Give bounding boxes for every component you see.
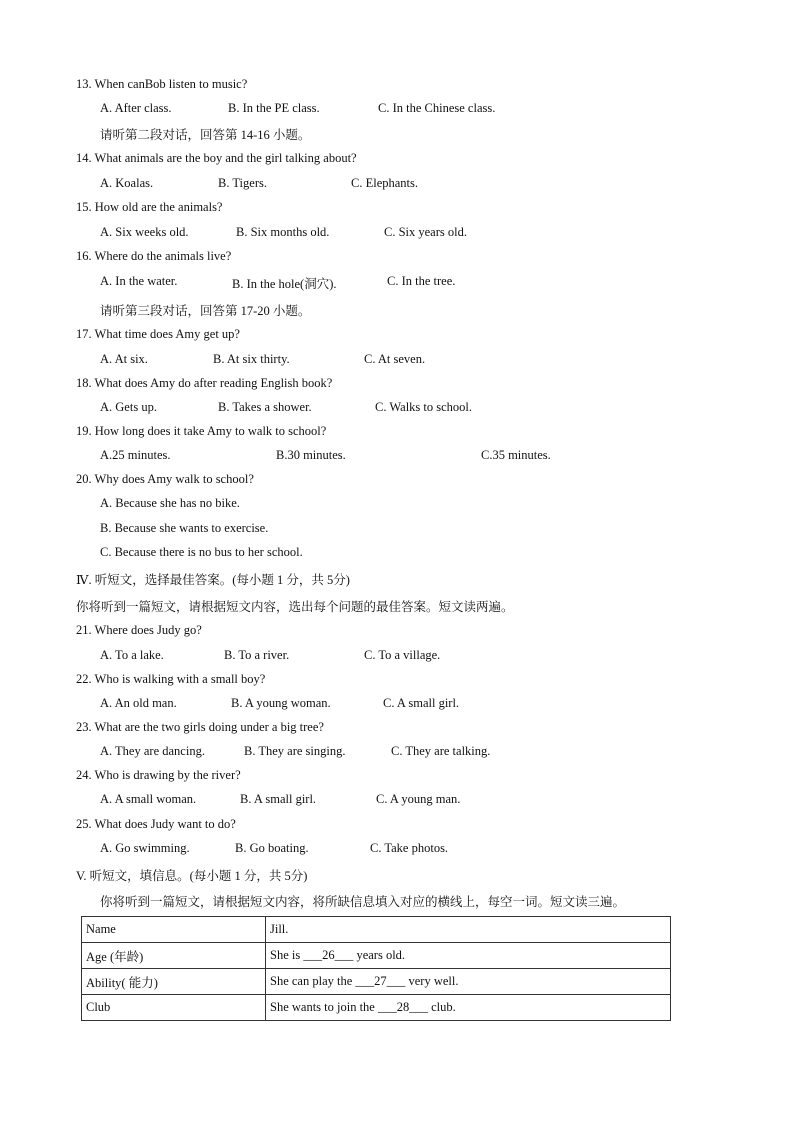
option-a: A. An old man. [100,696,177,710]
option-b: B. Because she wants to exercise. [100,521,269,535]
question-24: 24. Who is drawing by the river? [76,768,241,782]
table-value: She is ___26___ years old. [266,943,671,969]
options-15 [100,225,720,241]
question-16: 16. Where do the animals live? [76,249,232,263]
option-b: B.30 minutes. [276,448,346,462]
option-a: A.25 minutes. [100,448,171,462]
option-c: C. Elephants. [351,176,419,190]
info-table [81,916,671,1021]
option-c: C. In the Chinese class. [378,101,496,115]
option-a: A. Because she has no bike. [100,496,240,510]
option-c: C. Walks to school. [375,400,473,414]
section-4-title: Ⅳ. 听短文，选择最佳答案。(每小题 1 分，共 5分) [76,573,350,587]
option-a: A. Koalas. [100,176,154,190]
options-17 [100,352,720,368]
table-row [82,943,671,969]
options-16 [100,274,720,290]
option-c: C.35 minutes. [481,448,551,462]
options-13 [100,101,720,117]
option-a: A. A small woman. [100,792,197,806]
option-c: C. To a village. [364,648,441,662]
option-b: B. They are singing. [244,744,346,758]
option-b: B. To a river. [224,648,290,662]
question-13: 13. When canBob listen to music? [76,77,248,91]
option-b: B. In the PE class. [228,101,320,115]
option-c: C. Six years old. [384,225,467,239]
option-a: A. To a lake. [100,648,164,662]
instruction-dialog-2: 请听第二段对话，回答第 14-16 小题。 [100,128,311,142]
option-a: A. Gets up. [100,400,157,414]
option-c: C. A small girl. [383,696,460,710]
option-a: A. At six. [100,352,148,366]
option-a: A. Six weeks old. [100,225,189,239]
question-21: 21. Where does Judy go? [76,623,202,637]
options-22 [100,696,720,712]
options-18 [100,400,720,416]
option-a: A. They are dancing. [100,744,205,758]
options-14 [100,176,720,192]
option-b: B. Tigers. [218,176,267,190]
option-b: B. Go boating. [235,841,309,855]
option-c: C. Take photos. [370,841,449,855]
instruction-dialog-3: 请听第三段对话，回答第 17-20 小题。 [100,304,311,318]
option-b: B. Six months old. [236,225,330,239]
table-row [82,917,671,943]
option-c: C. In the tree. [387,274,456,288]
option-b: B. At six thirty. [213,352,290,366]
option-b: B. A small girl. [240,792,317,806]
question-15: 15. How old are the animals? [76,200,223,214]
table-key: Ability( 能力) [82,969,266,995]
options-23 [100,744,720,760]
table-key: Age (年龄) [82,943,266,969]
option-a: A. In the water. [100,274,178,288]
question-19: 19. How long does it take Amy to walk to school? [76,424,327,438]
table-row [82,969,671,995]
options-25 [100,841,720,857]
option-b: B. In the hole(洞穴). [232,277,337,291]
question-14: 14. What animals are the boy and the girl talking about? [76,151,357,165]
option-c: C. Because there is no bus to her school. [100,545,303,559]
table-key: Club [82,995,266,1021]
section-4-description: 你将听到一篇短文，请根据短文内容，选出每个问题的最佳答案。短文读两遍。 [76,600,514,614]
table-key: Name [82,917,266,943]
option-b: B. A young woman. [231,696,331,710]
question-23: 23. What are the two girls doing under a big tree? [76,720,324,734]
question-17: 17. What time does Amy get up? [76,327,240,341]
section-5-title: V. 听短文，填信息。(每小题 1 分，共 5分) [76,869,308,883]
option-c: C. They are talking. [391,744,491,758]
option-b: B. Takes a shower. [218,400,312,414]
section-5-description: 你将听到一篇短文，请根据短文内容，将所缺信息填入对应的横线上，每空一词。短文读三遍。 [100,895,626,909]
options-21 [100,648,720,664]
option-a: A. Go swimming. [100,841,190,855]
question-20: 20. Why does Amy walk to school? [76,472,254,486]
options-19 [100,448,720,464]
option-c: C. A young man. [376,792,461,806]
question-22: 22. Who is walking with a small boy? [76,672,266,686]
option-a: A. After class. [100,101,172,115]
question-25: 25. What does Judy want to do? [76,817,236,831]
option-c: C. At seven. [364,352,426,366]
options-24 [100,792,720,808]
table-value: She wants to join the ___28___ club. [266,995,671,1021]
question-18: 18. What does Amy do after reading English book? [76,376,333,390]
table-value: Jill. [266,917,671,943]
table-row [82,995,671,1021]
table-value: She can play the ___27___ very well. [266,969,671,995]
